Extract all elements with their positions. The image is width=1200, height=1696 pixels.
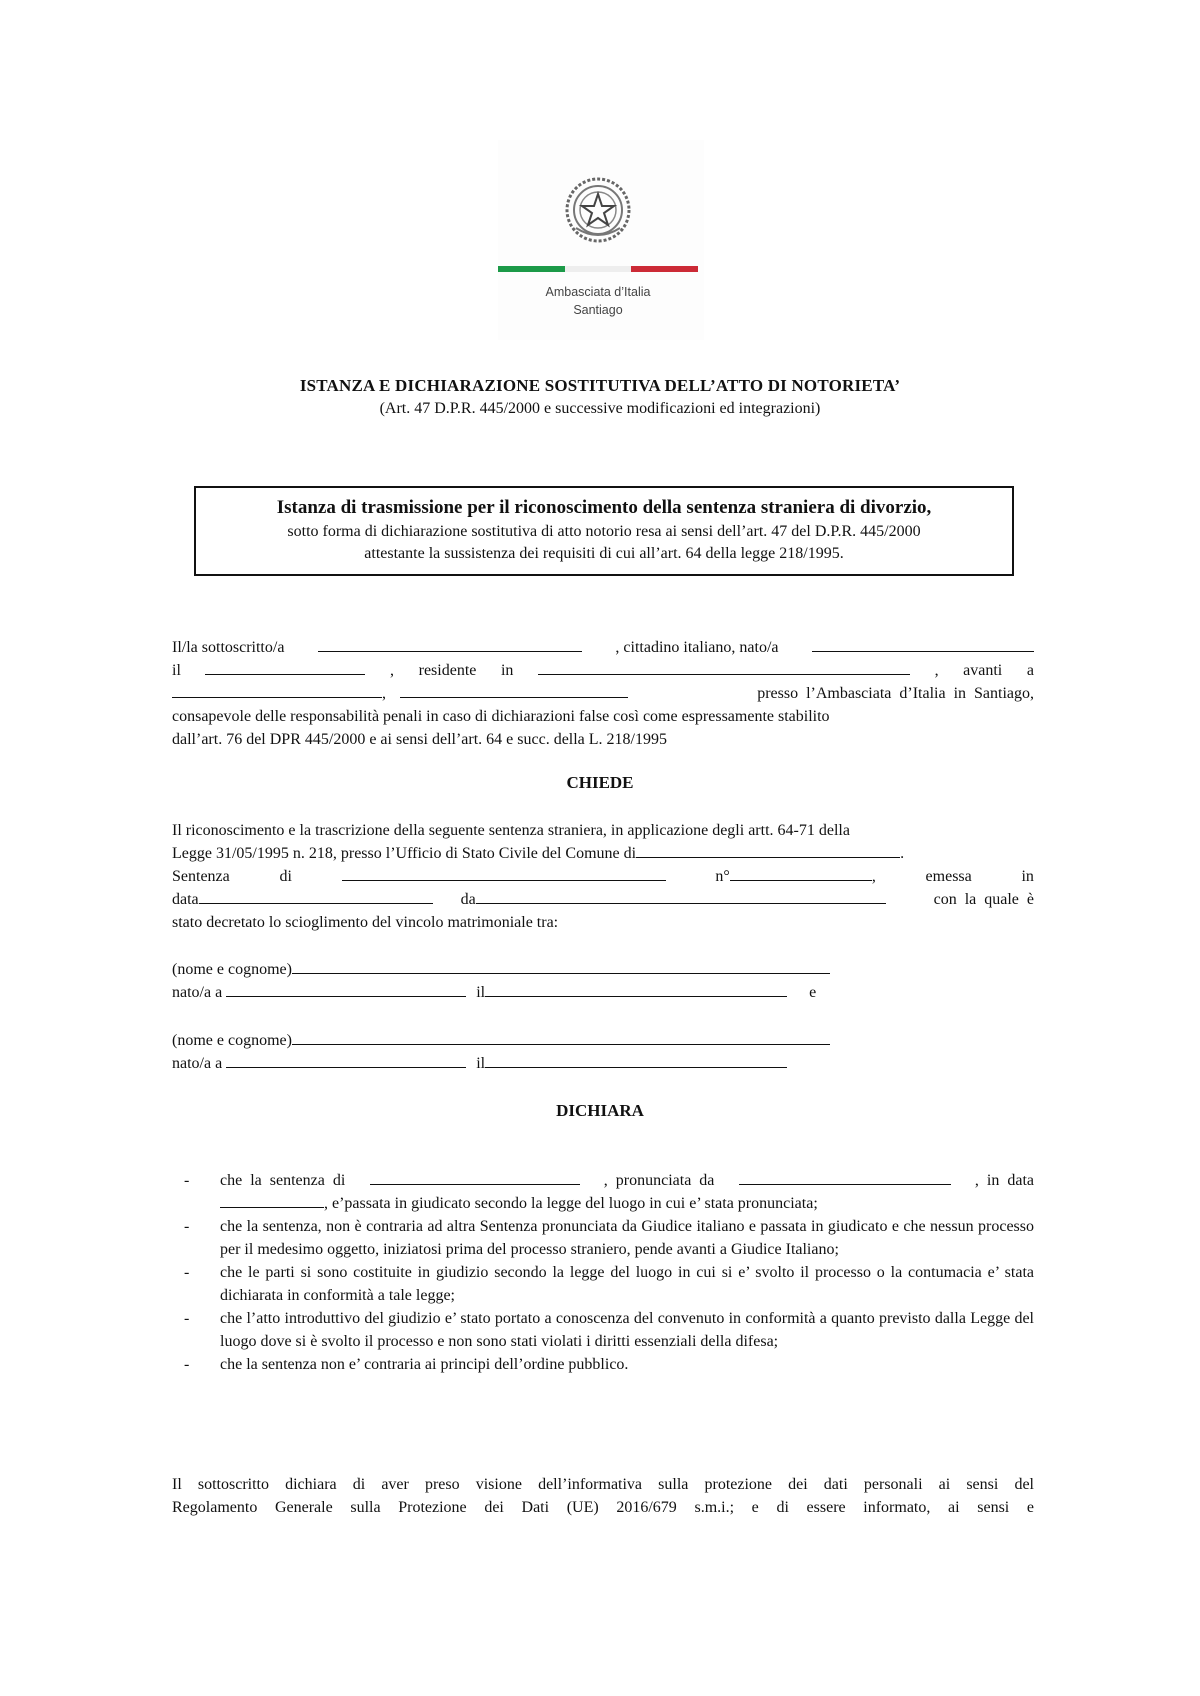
person-2-birth-row xyxy=(172,1052,1034,1075)
italian-republic-emblem-icon xyxy=(564,176,632,244)
chiede-text: Legge 31/05/1995 n. 218, presso l’Ufficio di Stato Civile del Comune di xyxy=(172,845,637,862)
institution-name: Ambasciata d’Italia xyxy=(545,285,651,299)
request-box-line-2: attestante la sussistenza dei requisiti di cui all’art. 64 della legge 218/1995. xyxy=(364,545,844,562)
intro-line-2 xyxy=(172,659,1034,682)
privacy-line-2: Regolamento Generale sulla Protezione dei Dati (UE) 2016/679 s.m.i.; e di essere informato, ai sensi e xyxy=(172,1499,1034,1516)
privacy-paragraph xyxy=(172,1473,1034,1519)
list-item xyxy=(172,1353,1034,1376)
list-dash: - xyxy=(184,1264,190,1281)
person-1-name-row xyxy=(172,958,1034,981)
il-label: il xyxy=(476,984,486,1001)
intro-text: in xyxy=(500,662,514,679)
person-1-birthdate-field[interactable] xyxy=(485,981,787,997)
list-item xyxy=(172,1215,1034,1261)
intro-line-5: dall’art. 76 del DPR 445/2000 e ai sensi dell’art. 64 e succ. della L. 218/1995 xyxy=(172,731,667,748)
item-text: che le parti si sono costituite in giudizio secondo la legge del luogo in cui si e’ svolto il processo o la contumacia e’ stata dichiarata in conformità a tale legge; xyxy=(220,1264,1034,1304)
intro-text: il xyxy=(172,662,181,679)
intro-text: , xyxy=(390,662,395,679)
list-dash: - xyxy=(184,1172,190,1189)
name-field[interactable] xyxy=(318,636,582,652)
sentence-type-field[interactable] xyxy=(342,865,666,881)
chiede-paragraph xyxy=(172,819,1034,934)
person-1 xyxy=(172,958,1034,1004)
intro-text: , cittadino italiano, nato/a xyxy=(615,639,779,656)
chiede-line-5: stato decretato lo scioglimento del vincolo matrimoniale tra: xyxy=(172,914,559,931)
birthplace-field[interactable] xyxy=(812,636,1034,652)
italian-flag-stripe xyxy=(498,266,698,272)
il-label: il xyxy=(476,1055,486,1072)
intro-line-1 xyxy=(172,636,1034,659)
flag-white xyxy=(565,266,632,272)
appearance-field-1[interactable] xyxy=(172,682,382,698)
appearance-field-2[interactable] xyxy=(400,682,628,698)
item-text: , e’passata in giudicato secondo la legge del luogo in cui e’ stata pronunciata; xyxy=(324,1195,818,1212)
item-pronounced-by-field[interactable] xyxy=(739,1169,951,1185)
person-2-name-field[interactable] xyxy=(292,1029,830,1045)
person-2-birthdate-field[interactable] xyxy=(485,1052,787,1068)
sentence-number-field[interactable] xyxy=(730,865,872,881)
request-box-heading: Istanza di trasmissione per il riconoscimento della sentenza straniera di divorzio, xyxy=(276,497,932,518)
intro-text: , xyxy=(382,685,386,702)
embassy-logo xyxy=(498,140,704,340)
chiede-text: Sentenza xyxy=(172,868,230,885)
birthdate-field[interactable] xyxy=(205,659,365,675)
item-1-line-2 xyxy=(220,1192,1034,1215)
item-text: , pronunciata da xyxy=(603,1172,715,1189)
dichiara-list xyxy=(172,1169,1034,1376)
person-2-birthplace-field[interactable] xyxy=(226,1052,466,1068)
intro-text: residente xyxy=(418,662,477,679)
person-2 xyxy=(172,1029,1034,1075)
item-text: che la sentenza non e’ contraria ai principi dell’ordine pubblico. xyxy=(220,1356,629,1373)
request-box xyxy=(194,486,1014,576)
document-subtitle: (Art. 47 D.P.R. 445/2000 e successive modificazioni ed integrazioni) xyxy=(379,400,821,417)
document-title: ISTANZA E DICHIARAZIONE SOSTITUTIVA DELL’ATTO DI NOTORIETA’ xyxy=(299,376,901,395)
chiede-line-3 xyxy=(172,865,1034,888)
list-dash: - xyxy=(184,1218,190,1235)
intro-text: presso l’Ambasciata d’Italia in Santiago, xyxy=(757,685,1034,702)
intro-text: avanti xyxy=(963,662,1003,679)
chiede-text: . xyxy=(900,845,905,862)
person-1-name-field[interactable] xyxy=(292,958,830,974)
sentence-issuer-field[interactable] xyxy=(476,888,886,904)
chiede-text: , xyxy=(871,868,876,885)
list-item xyxy=(172,1169,1034,1215)
chiede-text: da xyxy=(460,891,476,908)
born-label: nato/a a xyxy=(172,1055,223,1072)
chiede-line-2 xyxy=(172,842,1034,865)
item-date-field[interactable] xyxy=(220,1192,324,1208)
name-label: (nome e cognome) xyxy=(172,961,292,978)
intro-text: a xyxy=(1026,662,1034,679)
chiede-text: con la quale è xyxy=(933,891,1034,908)
list-dash: - xyxy=(184,1310,190,1327)
intro-text: , xyxy=(934,662,939,679)
chiede-line-1: Il riconoscimento e la trascrizione della seguente sentenza straniera, in applicazione degli artt. 64-71 della xyxy=(172,822,850,839)
item-sentence-field[interactable] xyxy=(370,1169,580,1185)
item-text: che la sentenza, non è contraria ad altra Sentenza pronunciata da Giudice italiano e passata in giudicato e che nessun processo per il medesimo oggetto, iniziatosi prima del processo straniero, pende avanti a Giudice Italiano; xyxy=(220,1218,1034,1258)
person-1-birthplace-field[interactable] xyxy=(226,981,466,997)
sentence-date-field[interactable] xyxy=(199,888,433,904)
flag-red xyxy=(631,266,698,272)
chiede-text: n° xyxy=(715,868,730,885)
intro-text: Il/la sottoscritto/a xyxy=(172,639,285,656)
intro-paragraph xyxy=(172,636,1034,751)
chiede-text: in xyxy=(1021,868,1034,885)
list-item xyxy=(172,1307,1034,1353)
intro-line-4: consapevole delle responsabilità penali in caso di dichiarazioni false così come espressamente stabilito xyxy=(172,708,830,725)
list-item xyxy=(172,1261,1034,1307)
item-text: che la sentenza di xyxy=(220,1172,346,1189)
dichiara-heading: DICHIARA xyxy=(556,1101,644,1120)
chiede-text: emessa xyxy=(925,868,972,885)
chiede-text: data xyxy=(172,891,199,908)
institution-city: Santiago xyxy=(573,303,623,317)
chiede-heading: CHIEDE xyxy=(566,773,634,792)
intro-line-3 xyxy=(172,682,1034,705)
chiede-text: di xyxy=(279,868,292,885)
privacy-line-1: Il sottoscritto dichiara di aver preso visione dell’informativa sulla protezione dei dati personali ai sensi del xyxy=(172,1476,1034,1493)
item-text: , in data xyxy=(974,1172,1034,1189)
item-1-line-1 xyxy=(220,1169,1034,1192)
request-box-line-1: sotto forma di dichiarazione sostitutiva di atto notorio resa ai sensi dell’art. 47 del D.P.R. 445/2000 xyxy=(287,523,921,540)
born-label: nato/a a xyxy=(172,984,223,1001)
name-label: (nome e cognome) xyxy=(172,1032,292,1049)
person-1-birth-row xyxy=(172,981,1034,1004)
person-2-name-row xyxy=(172,1029,1034,1052)
and-label: e xyxy=(809,984,817,1001)
residence-field[interactable] xyxy=(538,659,910,675)
flag-green xyxy=(498,266,565,272)
comune-field[interactable] xyxy=(636,842,900,858)
chiede-line-4 xyxy=(172,888,1034,911)
item-text: che l’atto introduttivo del giudizio e’ stato portato a conoscenza del convenuto in conformità a quanto previsto dalla Legge del luogo dove si è svolto il processo e non sono stati violati i diritti essenziali della difesa; xyxy=(220,1310,1034,1350)
list-dash: - xyxy=(184,1356,190,1373)
